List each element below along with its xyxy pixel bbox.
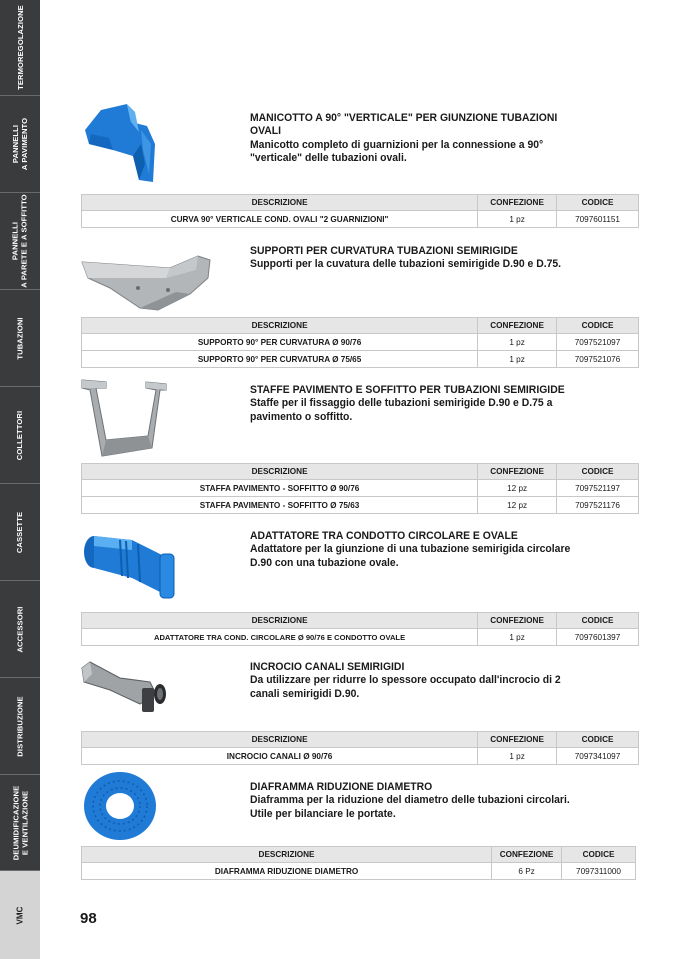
- row-code: 7097521076: [557, 351, 639, 368]
- table-row: [82, 863, 636, 880]
- row-code: 7097521097: [557, 334, 639, 351]
- table-header-row: [82, 613, 639, 629]
- table-row: [82, 629, 639, 646]
- product-table-supporti: [81, 317, 639, 368]
- row-description: DIAFRAMMA RIDUZIONE DIAMETRO: [82, 863, 492, 880]
- column-header-description: DESCRIZIONE: [82, 732, 478, 748]
- sidebar-tab-cassette[interactable]: [0, 484, 40, 581]
- column-header-code: CODICE: [557, 195, 639, 211]
- column-header-description: DESCRIZIONE: [82, 195, 478, 211]
- sidebar-tab-label: DEUMIDIFICAZIONE E VENTILAZIONE: [11, 785, 29, 860]
- product-name: SUPPORTI PER CURVATURA TUBAZIONI SEMIRIGIDE: [250, 245, 518, 257]
- product-title-manicotto: [250, 112, 585, 166]
- product-name: MANICOTTO A 90° "VERTICALE" PER GIUNZIONE TUBAZIONI OVALI: [250, 112, 558, 138]
- row-packaging: 1 pz: [478, 748, 557, 765]
- row-code: 7097311000: [562, 863, 636, 880]
- column-header-packaging: CONFEZIONE: [478, 732, 557, 748]
- sidebar-tab-termoregolazione[interactable]: [0, 0, 40, 96]
- channel-crossing-image: [80, 660, 170, 720]
- column-header-packaging: CONFEZIONE: [478, 195, 557, 211]
- row-code: 7097521176: [557, 497, 639, 514]
- product-description: Da utilizzare per ridurre lo spessore occupato dall'incrocio di 2 canali semirigidi D.90.: [250, 674, 561, 700]
- column-header-code: CODICE: [557, 464, 639, 480]
- product-description: Diaframma per la riduzione del diametro delle tubazioni circolari. Utile per bilanciare le portate.: [250, 794, 570, 820]
- product-title-supporti: [250, 245, 585, 272]
- sidebar-tab-label: CASSETTE: [15, 511, 25, 553]
- table-row: [82, 351, 639, 368]
- sidebar: [0, 0, 40, 959]
- page-number: 98: [80, 910, 97, 927]
- row-description: STAFFA PAVIMENTO - SOFFITTO Ø 90/76: [82, 480, 478, 497]
- column-header-code: CODICE: [557, 318, 639, 334]
- row-description: INCROCIO CANALI Ø 90/76: [82, 748, 478, 765]
- product-title-diaframma: [250, 781, 585, 821]
- table-header-row: [82, 195, 639, 211]
- product-title-adattatore: [250, 530, 585, 570]
- product-description: Adattatore per la giunzione di una tubazione semirigida circolare D.90 con una tubazione ovale.: [250, 543, 571, 569]
- table-row: [82, 497, 639, 514]
- row-packaging: 1 pz: [478, 351, 557, 368]
- bend-support-image: [80, 248, 212, 312]
- sidebar-tab-collettori[interactable]: [0, 387, 40, 484]
- row-packaging: 6 Pz: [492, 863, 562, 880]
- row-packaging: 1 pz: [478, 629, 557, 646]
- column-header-code: CODICE: [557, 732, 639, 748]
- vertical-sleeve-image: [83, 104, 158, 184]
- sidebar-tab-label: COLLETTORI: [15, 410, 25, 460]
- product-table-diaframma: [81, 846, 636, 880]
- sidebar-tab-label: ACCESSORI: [15, 605, 25, 653]
- product-table-incrocio: [81, 731, 639, 765]
- table-header-row: [82, 464, 639, 480]
- row-packaging: 12 pz: [478, 480, 557, 497]
- row-description: CURVA 90° VERTICALE COND. OVALI "2 GUARNIZIONI": [82, 211, 478, 228]
- row-packaging: 12 pz: [478, 497, 557, 514]
- sidebar-tab-label: TUBAZIONI: [15, 316, 25, 360]
- product-name: INCROCIO CANALI SEMIRIGIDI: [250, 661, 405, 673]
- sidebar-tab-distribuzione[interactable]: [0, 678, 40, 775]
- column-header-description: DESCRIZIONE: [82, 318, 478, 334]
- table-row: [82, 211, 639, 228]
- sidebar-tab-label: PANNELLI A PAVIMENTO: [11, 117, 30, 171]
- diameter-reduction-diaphragm-image: [82, 770, 158, 842]
- column-header-code: CODICE: [557, 613, 639, 629]
- column-header-code: CODICE: [562, 847, 636, 863]
- product-table-adattatore: [81, 612, 639, 646]
- sidebar-tab-label: PANNELLI A PARETE E A SOFFITTO: [11, 194, 29, 288]
- product-name: DIAFRAMMA RIDUZIONE DIAMETRO: [250, 781, 433, 793]
- product-table-staffe: [81, 463, 639, 514]
- table-row: [82, 480, 639, 497]
- row-description: STAFFA PAVIMENTO - SOFFITTO Ø 75/63: [82, 497, 478, 514]
- column-header-packaging: CONFEZIONE: [478, 318, 557, 334]
- row-code: 7097341097: [557, 748, 639, 765]
- product-name: ADATTATORE TRA CONDOTTO CIRCOLARE E OVALE: [250, 530, 518, 542]
- sidebar-tab-vmc[interactable]: [0, 871, 40, 959]
- floor-ceiling-bracket-image: [80, 378, 170, 460]
- row-description: SUPPORTO 90° PER CURVATURA Ø 90/76: [82, 334, 478, 351]
- table-row: [82, 748, 639, 765]
- table-header-row: [82, 732, 639, 748]
- sidebar-tab-accessori[interactable]: [0, 581, 40, 678]
- row-packaging: 1 pz: [478, 211, 557, 228]
- column-header-description: DESCRIZIONE: [82, 847, 492, 863]
- sidebar-tab-tubazioni[interactable]: [0, 290, 40, 387]
- product-description: Supporti per la cuvatura delle tubazioni semirigide D.90 e D.75.: [250, 258, 562, 271]
- column-header-packaging: CONFEZIONE: [478, 464, 557, 480]
- sidebar-tab-deumidificazione[interactable]: [0, 775, 40, 871]
- row-code: 7097601397: [557, 629, 639, 646]
- product-title-staffe: [250, 384, 585, 424]
- row-code: 7097601151: [557, 211, 639, 228]
- column-header-packaging: CONFEZIONE: [478, 613, 557, 629]
- row-code: 7097521197: [557, 480, 639, 497]
- table-header-row: [82, 318, 639, 334]
- table-row: [82, 334, 639, 351]
- sidebar-tab-label: TERMOREGOLAZIONE: [15, 5, 25, 90]
- sidebar-tab-pannelli-parete-soffitto[interactable]: [0, 193, 40, 290]
- table-header-row: [82, 847, 636, 863]
- row-packaging: 1 pz: [478, 334, 557, 351]
- round-oval-adapter-image: [80, 530, 180, 600]
- product-table-manicotto: [81, 194, 639, 228]
- column-header-packaging: CONFEZIONE: [492, 847, 562, 863]
- row-description: SUPPORTO 90° PER CURVATURA Ø 75/65: [82, 351, 478, 368]
- sidebar-tab-label: DISTRIBUZIONE: [15, 695, 25, 757]
- column-header-description: DESCRIZIONE: [82, 464, 478, 480]
- column-header-description: DESCRIZIONE: [82, 613, 478, 629]
- product-name: STAFFE PAVIMENTO E SOFFITTO PER TUBAZIONI SEMIRIGIDE: [250, 384, 565, 396]
- product-description: Staffe per il fissaggio delle tubazioni semirigide D.90 e D.75 a pavimento o soffitto.: [250, 397, 553, 423]
- product-title-incrocio: [250, 661, 585, 701]
- row-description: ADATTATORE TRA COND. CIRCOLARE Ø 90/76 E CONDOTTO OVALE: [82, 629, 478, 646]
- sidebar-tab-label: VMC: [15, 905, 25, 925]
- sidebar-tab-pannelli-pavimento[interactable]: [0, 96, 40, 193]
- product-description: Manicotto completo di guarnizioni per la connessione a 90° "verticale" delle tubazioni ovali.: [250, 138, 544, 165]
